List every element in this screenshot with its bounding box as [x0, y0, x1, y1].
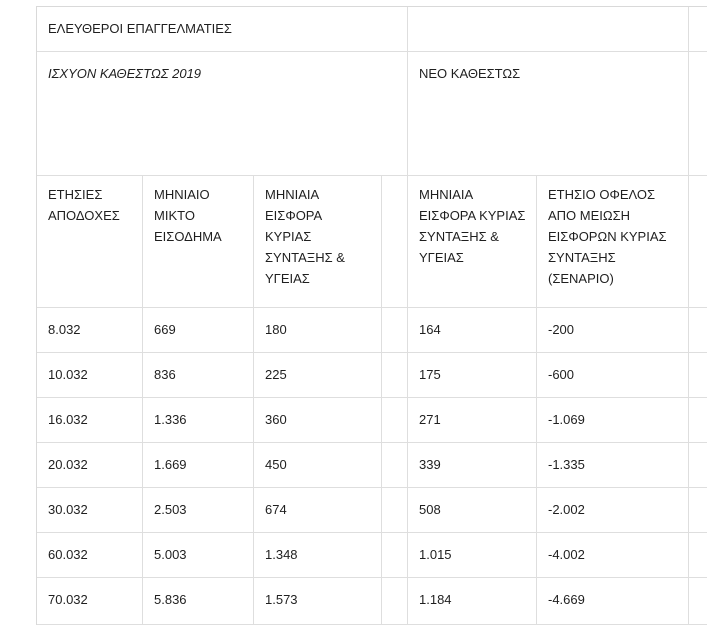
cell-monthly-income: 836	[143, 353, 254, 397]
header-monthly-gross-income: ΜΗΝΙΑΙΟ ΜΙΚΤΟ ΕΙΣΟΔΗΜΑ	[143, 176, 254, 307]
cell-annual-benefit: -200	[537, 308, 689, 352]
header-annual-benefit: ΕΤΗΣΙΟ ΟΦΕΛΟΣ ΑΠΟ ΜΕΙΩΣΗ ΕΙΣΦΟΡΩΝ ΚΥΡΙΑΣ ΣΥΝΤΑΞΗΣ (ΣΕΝΑΡΙΟ)	[537, 176, 689, 307]
table-row	[37, 308, 707, 353]
table-title-row	[37, 7, 707, 52]
empty-cell	[382, 443, 408, 487]
cell-new-contribution: 339	[408, 443, 537, 487]
empty-cell	[382, 578, 408, 624]
cell-monthly-income: 669	[143, 308, 254, 352]
empty-cell	[382, 488, 408, 532]
cell-annual-income: 60.032	[37, 533, 143, 577]
cell-monthly-income: 1.669	[143, 443, 254, 487]
contributions-table	[36, 6, 707, 625]
empty-cell	[382, 353, 408, 397]
current-regime-label: ΙΣΧΥΟΝ ΚΑΘΕΣΤΩΣ 2019	[37, 52, 408, 175]
cell-current-contribution: 180	[254, 308, 382, 352]
table-row	[37, 443, 707, 488]
new-regime-label: ΝΕΟ ΚΑΘΕΣΤΩΣ	[408, 52, 689, 175]
empty-cell	[689, 7, 707, 51]
cell-annual-income: 70.032	[37, 578, 143, 624]
empty-cell	[689, 488, 707, 532]
header-current-monthly-contribution: ΜΗΝΙΑΙΑ ΕΙΣΦΟΡΑ ΚΥΡΙΑΣ ΣΥΝΤΑΞΗΣ & ΥΓΕΙΑΣ	[254, 176, 382, 307]
cell-current-contribution: 450	[254, 443, 382, 487]
table-row	[37, 578, 707, 625]
cell-monthly-income: 2.503	[143, 488, 254, 532]
cell-monthly-income: 5.836	[143, 578, 254, 624]
table-row	[37, 353, 707, 398]
cell-new-contribution: 175	[408, 353, 537, 397]
cell-current-contribution: 1.573	[254, 578, 382, 624]
cell-new-contribution: 508	[408, 488, 537, 532]
cell-annual-benefit: -2.002	[537, 488, 689, 532]
empty-cell	[689, 578, 707, 624]
cell-new-contribution: 1.015	[408, 533, 537, 577]
cell-annual-income: 10.032	[37, 353, 143, 397]
cell-current-contribution: 360	[254, 398, 382, 442]
empty-cell	[689, 443, 707, 487]
cell-annual-income: 30.032	[37, 488, 143, 532]
empty-cell	[382, 398, 408, 442]
empty-cell	[689, 398, 707, 442]
empty-cell	[689, 176, 707, 307]
cell-new-contribution: 164	[408, 308, 537, 352]
header-annual-income: ΕΤΗΣΙΕΣ ΑΠΟΔΟΧΕΣ	[37, 176, 143, 307]
header-row	[37, 176, 707, 308]
empty-cell	[689, 308, 707, 352]
table-row	[37, 398, 707, 443]
cell-current-contribution: 674	[254, 488, 382, 532]
cell-new-contribution: 1.184	[408, 578, 537, 624]
cell-annual-benefit: -4.669	[537, 578, 689, 624]
cell-annual-income: 16.032	[37, 398, 143, 442]
empty-cell	[408, 7, 689, 51]
cell-current-contribution: 1.348	[254, 533, 382, 577]
cell-annual-income: 8.032	[37, 308, 143, 352]
cell-annual-income: 20.032	[37, 443, 143, 487]
empty-cell	[382, 176, 408, 307]
table-row	[37, 533, 707, 578]
header-new-monthly-contribution: ΜΗΝΙΑΙΑ ΕΙΣΦΟΡΑ ΚΥΡΙΑΣ ΣΥΝΤΑΞΗΣ & ΥΓΕΙΑΣ	[408, 176, 537, 307]
cell-new-contribution: 271	[408, 398, 537, 442]
cell-annual-benefit: -1.335	[537, 443, 689, 487]
cell-annual-benefit: -600	[537, 353, 689, 397]
cell-current-contribution: 225	[254, 353, 382, 397]
cell-annual-benefit: -1.069	[537, 398, 689, 442]
empty-cell	[689, 533, 707, 577]
cell-annual-benefit: -4.002	[537, 533, 689, 577]
cell-monthly-income: 5.003	[143, 533, 254, 577]
empty-cell	[382, 533, 408, 577]
table-row	[37, 488, 707, 533]
table-title: ΕΛΕΥΘΕΡΟΙ ΕΠΑΓΓΕΛΜΑΤΙΕΣ	[37, 7, 408, 51]
empty-cell	[689, 353, 707, 397]
empty-cell	[382, 308, 408, 352]
cell-monthly-income: 1.336	[143, 398, 254, 442]
empty-cell	[689, 52, 707, 175]
regime-row	[37, 52, 707, 176]
